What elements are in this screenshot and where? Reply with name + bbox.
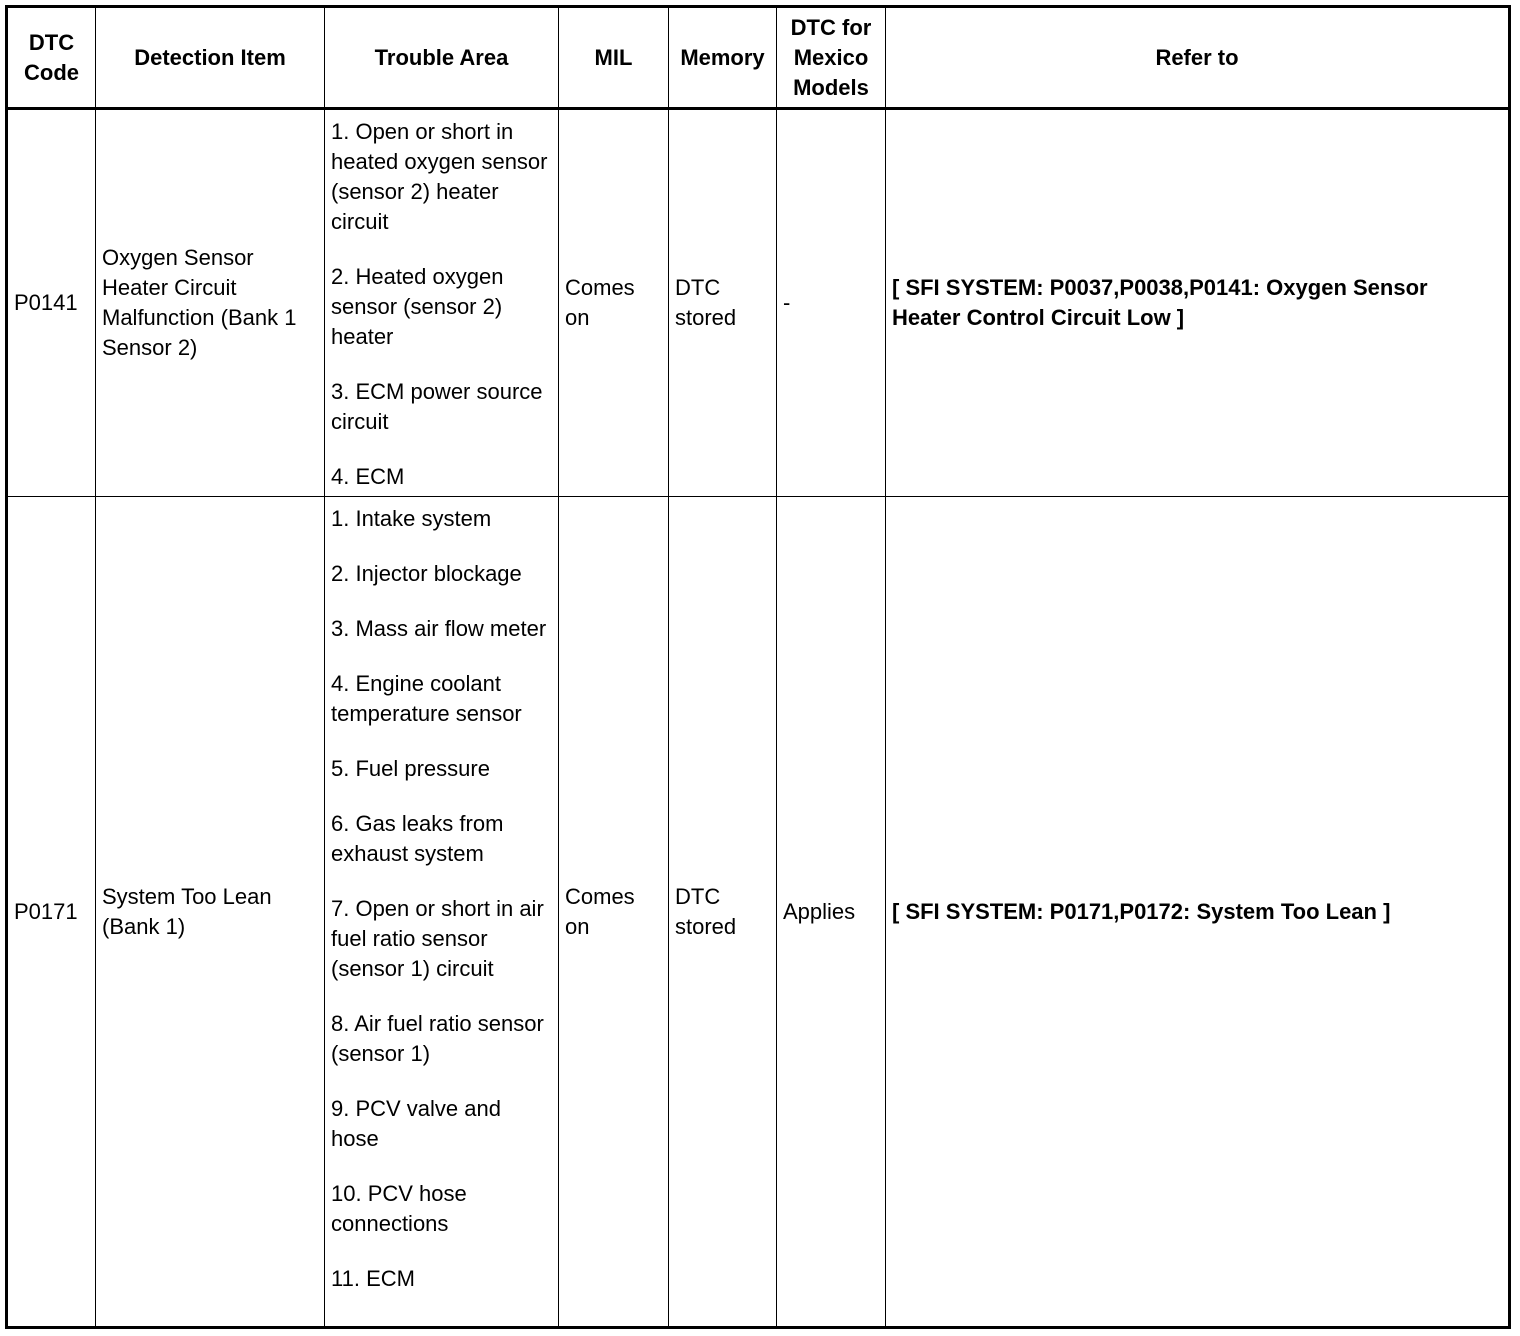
trouble-area-cell (325, 497, 559, 1328)
trouble-area-cell (325, 109, 559, 497)
detection-item-cell: Oxygen Sensor Heater Circuit Malfunction (Bank 1 Sensor 2) (96, 109, 325, 497)
trouble-area-item: 3. ECM power source circuit (331, 379, 543, 434)
trouble-area-item: 8. Air fuel ratio sensor (sensor 1) (331, 1011, 544, 1066)
trouble-area-item: 7. Open or short in air fuel ratio sensor (sensor 1) circuit (331, 896, 544, 981)
trouble-area-item: 3. Mass air flow meter (331, 616, 547, 641)
trouble-area-item: 1. Open or short in heated oxygen sensor (sensor 2) heater circuit (331, 119, 548, 234)
table-row (7, 497, 1510, 1328)
header-row (7, 7, 1510, 109)
trouble-area-item: 1. Intake system (331, 506, 492, 531)
trouble-area-item: 9. PCV valve and hose (331, 1096, 501, 1151)
dtc-code-cell: P0141 (7, 109, 96, 497)
dtc-table (5, 5, 1511, 1329)
detection-item-cell: System Too Lean (Bank 1) (96, 497, 325, 1328)
trouble-area-item: 11. ECM (331, 1266, 415, 1291)
trouble-area-item: 10. PCV hose connections (331, 1181, 467, 1236)
memory-cell: DTC stored (669, 109, 777, 497)
trouble-area-item: 4. ECM (331, 464, 405, 489)
header-detection-item: Detection Item (96, 7, 325, 109)
trouble-area-item: 2. Injector blockage (331, 561, 522, 586)
refer-to-link[interactable]: [ SFI SYSTEM: P0171,P0172: System Too Lean ] (886, 497, 1510, 1328)
refer-to-link[interactable]: [ SFI SYSTEM: P0037,P0038,P0141: Oxygen Sensor Heater Control Circuit Low ] (886, 109, 1510, 497)
trouble-area-item: 2. Heated oxygen sensor (sensor 2) heater (331, 264, 504, 349)
mil-cell: Comes on (559, 497, 669, 1328)
header-trouble-area: Trouble Area (325, 7, 559, 109)
header-mexico: DTC for Mexico Models (777, 7, 886, 109)
mexico-cell: - (777, 109, 886, 497)
trouble-area-item: 4. Engine coolant temperature sensor (331, 671, 522, 726)
mexico-cell: Applies (777, 497, 886, 1328)
table-row (7, 109, 1510, 497)
header-mil: MIL (559, 7, 669, 109)
header-dtc-code: DTC Code (7, 7, 96, 109)
header-refer-to: Refer to (886, 7, 1510, 109)
header-memory: Memory (669, 7, 777, 109)
memory-cell: DTC stored (669, 497, 777, 1328)
trouble-area-item: 5. Fuel pressure (331, 756, 490, 781)
dtc-code-cell: P0171 (7, 497, 96, 1328)
mil-cell: Comes on (559, 109, 669, 497)
trouble-area-item: 6. Gas leaks from exhaust system (331, 811, 504, 866)
